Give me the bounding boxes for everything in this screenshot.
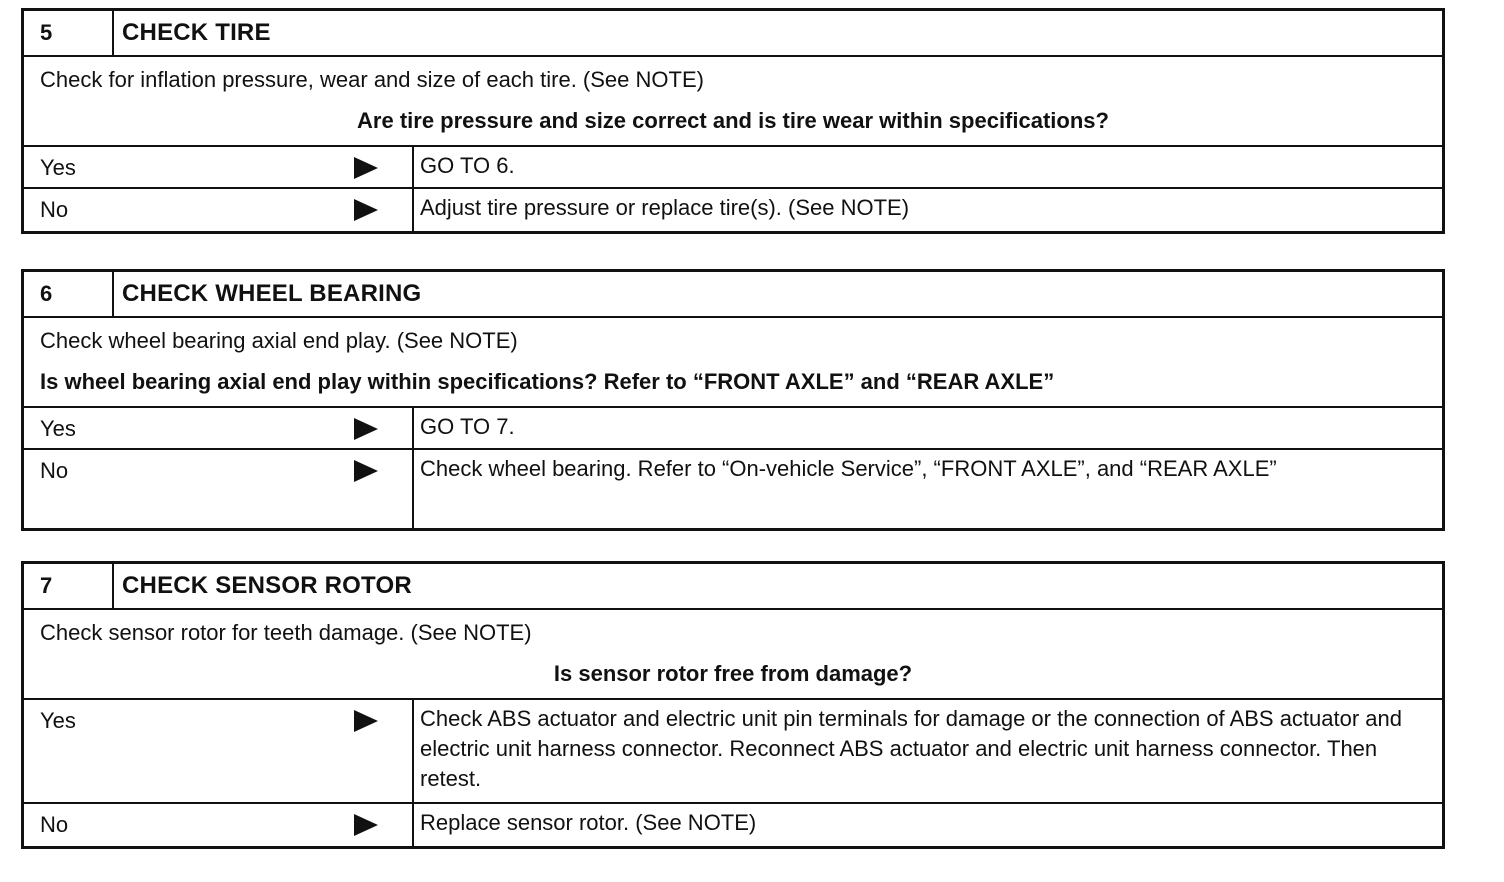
step-number: 7 <box>24 564 114 608</box>
answer-action-yes: Check ABS actuator and electric unit pin terminals for damage or the connection of ABS actuator and electric unit harness connector. Reconnect ABS actuator and electric unit harness connector. Then retest. <box>420 706 1403 791</box>
answer-label-no <box>24 189 414 231</box>
answer-label-yes <box>24 147 414 187</box>
answer-action-no: Adjust tire pressure or replace tire(s). (See NOTE) <box>420 195 910 220</box>
step-body <box>24 318 1442 408</box>
step-question: Is wheel bearing axial end play within specifications? Refer to “FRONT AXLE” and “REAR AXLE” <box>40 369 1055 394</box>
arrow-right-icon <box>354 157 378 179</box>
arrow-right-icon <box>354 710 378 732</box>
step-title: CHECK SENSOR ROTOR <box>122 572 412 599</box>
answer-action-no: Check wheel bearing. Refer to “On-vehicle Service”, “FRONT AXLE”, and “REAR AXLE” <box>420 456 1277 481</box>
step-number: 6 <box>24 272 114 316</box>
no-label: No <box>40 812 69 837</box>
yes-label: Yes <box>40 708 76 733</box>
step-instruction: Check sensor rotor for teeth damage. (See NOTE) <box>40 620 532 645</box>
step-question: Are tire pressure and size correct and is tire wear within specifications? <box>357 108 1109 133</box>
no-label: No <box>40 458 69 483</box>
arrow-right-icon <box>354 814 378 836</box>
answer-label-no <box>24 450 414 528</box>
step-5-table <box>21 8 1445 234</box>
yes-label: Yes <box>40 155 76 180</box>
answer-action-no: Replace sensor rotor. (See NOTE) <box>420 810 757 835</box>
step-body <box>24 57 1442 147</box>
step-title: CHECK TIRE <box>122 19 271 46</box>
step-header <box>24 564 1442 610</box>
step-header <box>24 11 1442 57</box>
answer-row-no <box>24 189 1442 231</box>
step-6-table <box>21 269 1445 531</box>
arrow-right-icon <box>354 418 378 440</box>
answer-row-yes <box>24 700 1442 804</box>
answer-row-no <box>24 450 1442 528</box>
step-body <box>24 610 1442 700</box>
step-title: CHECK WHEEL BEARING <box>122 280 422 307</box>
step-header <box>24 272 1442 318</box>
answer-row-yes <box>24 408 1442 450</box>
step-number: 5 <box>24 11 114 55</box>
yes-label: Yes <box>40 416 76 441</box>
no-label: No <box>40 197 69 222</box>
step-instruction: Check wheel bearing axial end play. (See NOTE) <box>40 328 518 353</box>
arrow-right-icon <box>354 460 378 482</box>
arrow-right-icon <box>354 199 378 221</box>
answer-action-yes: GO TO 6. <box>420 153 515 178</box>
answer-action-yes: GO TO 7. <box>420 414 515 439</box>
answer-row-yes <box>24 147 1442 189</box>
answer-label-no <box>24 804 414 846</box>
answer-label-yes <box>24 408 414 448</box>
answer-label-yes <box>24 700 414 802</box>
answer-row-no <box>24 804 1442 846</box>
step-question: Is sensor rotor free from damage? <box>553 661 913 686</box>
step-7-table <box>21 561 1445 849</box>
step-instruction: Check for inflation pressure, wear and size of each tire. (See NOTE) <box>40 67 704 92</box>
